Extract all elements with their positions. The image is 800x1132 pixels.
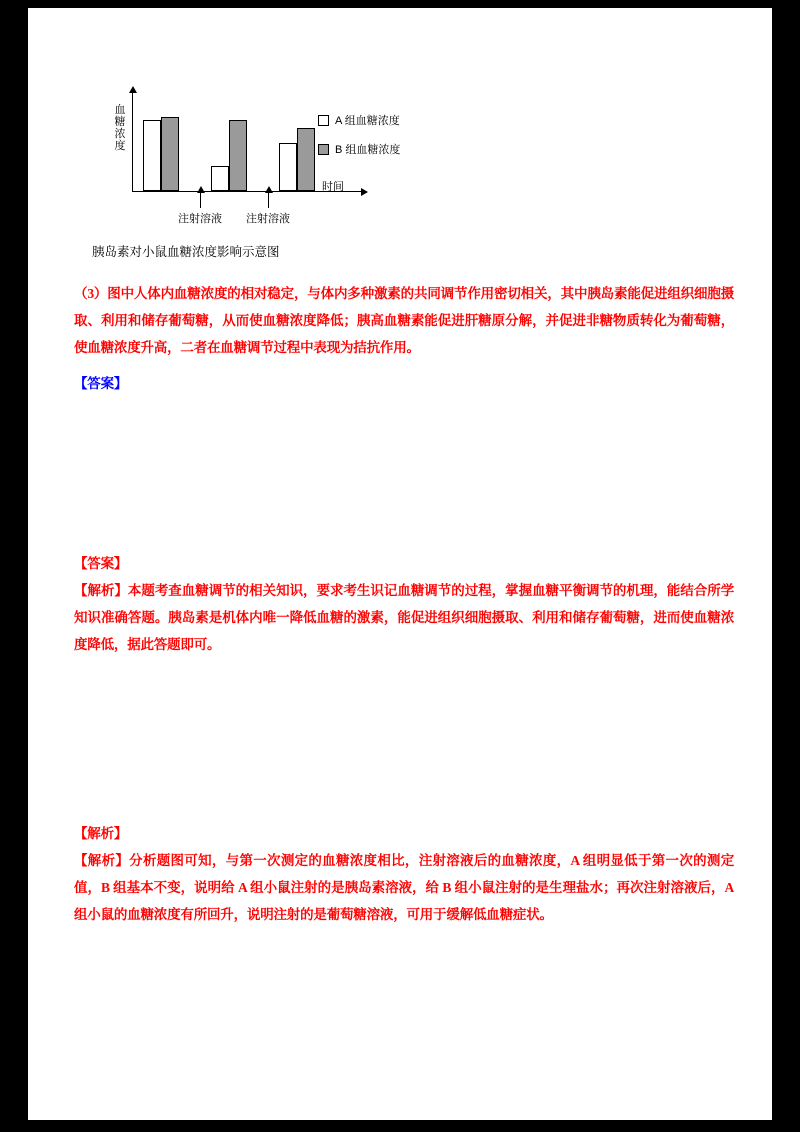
up-arrow-icon [200,192,201,208]
chart-y-axis-label: 血糖浓度 [114,104,126,152]
legend-label-a: A 组血糖浓度 [335,115,400,127]
answer-label-2: 【答案】 [74,556,128,571]
bar-b-3 [297,128,315,191]
chart-annotation-2-label: 注射溶液 [246,213,290,225]
legend-item-a [318,112,400,128]
paragraph-analysis-1: （3）图中人体内血糖浓度的相对稳定，与体内多种激素的共同调节作用密切相关，其中胰岛素能促进组织细胞摄取、利用和储存葡萄糖，从而使血糖浓度降低；胰高血糖素能促进肝糖原分解，并促进非糖物质转化为葡萄糖，使血糖浓度升高，二者在血糖调节过程中表现为拮抗作用。 [74,286,734,355]
document-page [28,8,772,1120]
legend-swatch-a-icon [318,115,329,126]
bar-a-2 [211,166,229,191]
up-arrow-icon [268,192,269,208]
analysis-label-3: 【解析】 [74,826,128,841]
bar-b-2 [229,120,247,191]
legend-swatch-b-icon [318,144,329,155]
analysis-body-3: 【解析】分析题图可知，与第一次测定的血糖浓度相比，注射溶液后的血糖浓度，A 组明显低于第一次的测定值，B 组基本不变，说明给 A 组小鼠注射的是胰岛素溶液，给 B 组小鼠注射的是生理盐水；再次注射溶液后，A 组小鼠的血糖浓度有所回升，说明注射的是葡萄糖溶液，可用于缓解低血糖症状。 [74,853,734,922]
chart-legend [318,112,400,170]
answer-body-2: 【解析】本题考查血糖调节的相关知识，要求考生识记血糖调节的过程，掌握血糖平衡调节的机理，能结合所学知识准确答题。胰岛素是机体内唯一降低血糖的激素，能促进组织细胞摄取、利用和储存葡萄糖，进而使血糖浓度降低，据此答题即可。 [74,583,734,652]
answer-label-1: 【答案】 [74,376,128,391]
legend-label-b: B 组血糖浓度 [335,144,401,156]
chart-x-axis-label: 时间 [322,181,344,193]
legend-item-b [318,141,400,157]
chart-annotation-1-label: 注射溶液 [178,213,222,225]
answer-block-2 [74,550,734,658]
figure-caption: 胰岛素对小鼠血糖浓度影响示意图 [92,245,280,259]
bar-a-1 [143,120,161,191]
bar-b-1 [161,117,179,191]
bar-a-3 [279,143,297,191]
analysis-block-3 [74,820,734,928]
chart-figure [70,90,480,270]
